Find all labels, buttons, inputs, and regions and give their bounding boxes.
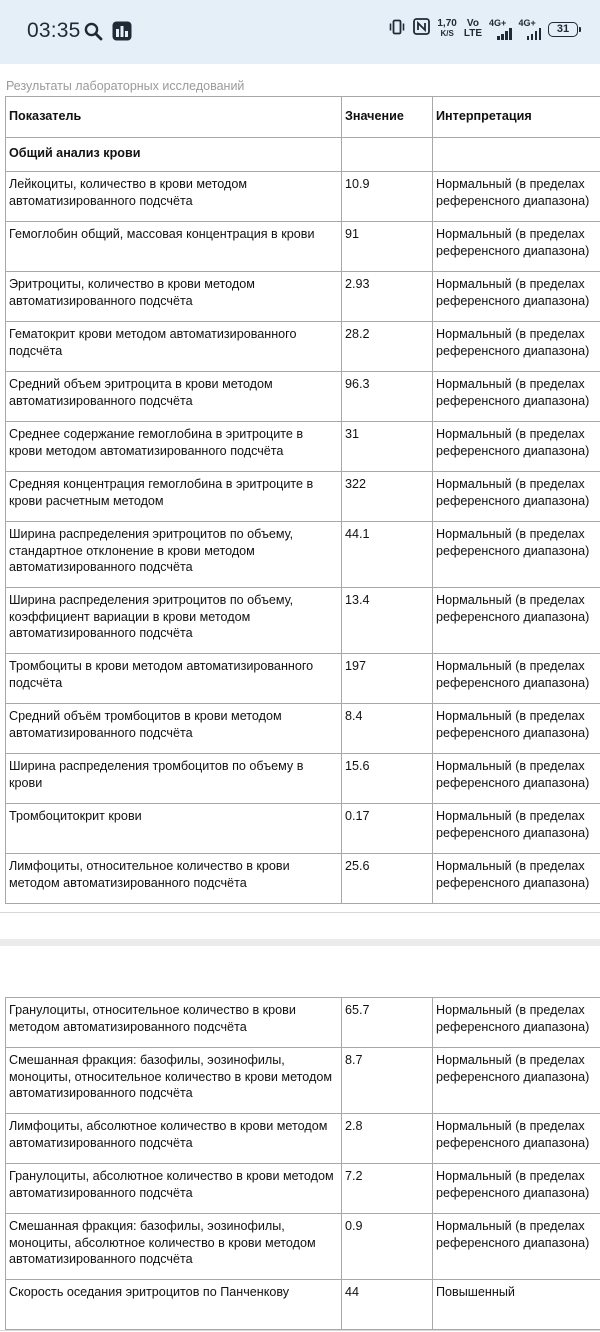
- indicator-cell: Тромбоциты в крови методом автоматизированного подсчёта: [6, 654, 342, 704]
- indicator-cell: Средний объем эритроцита в крови методом автоматизированного подсчёта: [6, 372, 342, 422]
- value-cell: 7.2: [342, 1164, 433, 1214]
- table-row: [6, 222, 600, 272]
- indicator-cell: Гранулоциты, относительное количество в крови методом автоматизированного подсчёта: [6, 998, 342, 1048]
- value-cell: 44.1: [342, 522, 433, 588]
- status-time: 03:35: [27, 19, 81, 42]
- value-cell: 8.4: [342, 704, 433, 754]
- page-divider: [0, 912, 600, 913]
- value-cell: 96.3: [342, 372, 433, 422]
- signal-icon: 4G+: [489, 19, 512, 40]
- indicator-cell: Лейкоциты, количество в крови методом автоматизированного подсчёта: [6, 172, 342, 222]
- value-cell: 91: [342, 222, 433, 272]
- network-rate: 1,70 K/S: [437, 18, 457, 38]
- interpretation-cell: Нормальный (в пределах референсного диапазона): [433, 272, 600, 322]
- volte-indicator: Vo LTE: [463, 18, 482, 39]
- table-row: [6, 272, 600, 322]
- search-icon: [84, 22, 103, 46]
- interpretation-cell: Нормальный (в пределах референсного диапазона): [433, 1164, 600, 1214]
- value-cell: 44: [342, 1280, 433, 1330]
- value-cell: 0.9: [342, 1214, 433, 1280]
- page-divider: [0, 1330, 600, 1331]
- interpretation-cell: Нормальный (в пределах референсного диапазона): [433, 754, 600, 804]
- page-separator: [0, 939, 600, 946]
- table-row: [6, 1048, 600, 1114]
- value-cell: 25.6: [342, 854, 433, 904]
- interpretation-cell: Нормальный (в пределах референсного диапазона): [433, 854, 600, 904]
- table-row: [6, 704, 600, 754]
- interpretation-cell: Повышенный: [433, 1280, 600, 1330]
- column-header-value: Значение: [342, 97, 433, 138]
- nfc-icon: [413, 18, 430, 40]
- table-row: [6, 1164, 600, 1214]
- indicator-cell: Ширина распределения эритроцитов по объему, коэффициент вариации в крови методом автоматизированного подсчёта: [6, 588, 342, 654]
- interpretation-cell: Нормальный (в пределах референсного диапазона): [433, 1048, 600, 1114]
- vibrate-icon: [388, 19, 406, 40]
- table-row: [6, 522, 600, 588]
- table-row: [6, 372, 600, 422]
- table-caption: Результаты лабораторных исследований: [6, 79, 245, 93]
- table-row: [6, 754, 600, 804]
- indicator-cell: Гемоглобин общий, массовая концентрация в крови: [6, 222, 342, 272]
- column-header-indicator: Показатель: [6, 97, 342, 138]
- table-header-row: [6, 97, 600, 138]
- interpretation-cell: Нормальный (в пределах референсного диапазона): [433, 522, 600, 588]
- indicator-cell: Лимфоциты, относительное количество в крови методом автоматизированного подсчёта: [6, 854, 342, 904]
- indicator-cell: Лимфоциты, абсолютное количество в крови методом автоматизированного подсчёта: [6, 1114, 342, 1164]
- group-title: Общий анализ крови: [6, 138, 342, 172]
- table-row: [6, 1280, 600, 1330]
- table-row: [6, 854, 600, 904]
- table-row: [6, 172, 600, 222]
- interpretation-cell: Нормальный (в пределах референсного диапазона): [433, 1114, 600, 1164]
- table-row: [6, 804, 600, 854]
- table-row: [6, 322, 600, 372]
- indicator-cell: Смешанная фракция: базофилы, эозинофилы, моноциты, относительное количество в крови методом автоматизированного подсчёта: [6, 1048, 342, 1114]
- interpretation-cell: Нормальный (в пределах референсного диапазона): [433, 804, 600, 854]
- value-cell: 322: [342, 472, 433, 522]
- interpretation-cell: Нормальный (в пределах референсного диапазона): [433, 172, 600, 222]
- value-cell: 0.17: [342, 804, 433, 854]
- value-cell: 2.8: [342, 1114, 433, 1164]
- indicator-cell: Среднее содержание гемоглобина в эритроците в крови методом автоматизированного подсчёта: [6, 422, 342, 472]
- indicator-cell: Гематокрит крови методом автоматизированного подсчёта: [6, 322, 342, 372]
- value-cell: 10.9: [342, 172, 433, 222]
- indicator-cell: Ширина распределения тромбоцитов по объему в крови: [6, 754, 342, 804]
- indicator-cell: Средний объём тромбоцитов в крови методом автоматизированного подсчёта: [6, 704, 342, 754]
- indicator-cell: Ширина распределения эритроцитов по объему, стандартное отклонение в крови методом автоматизированного подсчёта: [6, 522, 342, 588]
- table-row: [6, 1114, 600, 1164]
- group-row: [6, 138, 600, 172]
- indicator-cell: Средняя концентрация гемоглобина в эритроците в крови расчетным методом: [6, 472, 342, 522]
- interpretation-cell: Нормальный (в пределах референсного диапазона): [433, 654, 600, 704]
- table-row: [6, 422, 600, 472]
- value-cell: 13.4: [342, 588, 433, 654]
- value-cell: 31: [342, 422, 433, 472]
- interpretation-cell: Нормальный (в пределах референсного диапазона): [433, 372, 600, 422]
- status-bar: [0, 0, 600, 64]
- interpretation-cell: Нормальный (в пределах референсного диапазона): [433, 704, 600, 754]
- interpretation-cell: Нормальный (в пределах референсного диапазона): [433, 322, 600, 372]
- value-cell: 28.2: [342, 322, 433, 372]
- interpretation-cell: Нормальный (в пределах референсного диапазона): [433, 222, 600, 272]
- interpretation-cell: Нормальный (в пределах референсного диапазона): [433, 422, 600, 472]
- lab-results-table: [5, 96, 600, 904]
- interpretation-cell: Нормальный (в пределах референсного диапазона): [433, 1214, 600, 1280]
- value-cell: 65.7: [342, 998, 433, 1048]
- value-cell: 15.6: [342, 754, 433, 804]
- table-row: [6, 998, 600, 1048]
- lab-results-table-continued: [5, 997, 600, 1330]
- value-cell: 2.93: [342, 272, 433, 322]
- value-cell: 197: [342, 654, 433, 704]
- interpretation-cell: Нормальный (в пределах референсного диапазона): [433, 472, 600, 522]
- table-row: [6, 588, 600, 654]
- interpretation-cell: Нормальный (в пределах референсного диапазона): [433, 998, 600, 1048]
- indicator-cell: Смешанная фракция: базофилы, эозинофилы, моноциты, абсолютное количество в крови методом автоматизированного подсчёта: [6, 1214, 342, 1280]
- table-row: [6, 472, 600, 522]
- battery-icon: 31: [548, 22, 578, 37]
- indicator-cell: Эритроциты, количество в крови методом автоматизированного подсчёта: [6, 272, 342, 322]
- interpretation-cell: Нормальный (в пределах референсного диапазона): [433, 588, 600, 654]
- indicator-cell: Тромбоцитокрит крови: [6, 804, 342, 854]
- app-notification-icon: [112, 21, 132, 46]
- value-cell: 8.7: [342, 1048, 433, 1114]
- table-row: [6, 1214, 600, 1280]
- table-row: [6, 654, 600, 704]
- signal-icon: 4G+: [519, 19, 542, 40]
- indicator-cell: Гранулоциты, абсолютное количество в крови методом автоматизированного подсчёта: [6, 1164, 342, 1214]
- indicator-cell: Скорость оседания эритроцитов по Панченкову: [6, 1280, 342, 1330]
- column-header-interpretation: Интерпретация: [433, 97, 600, 138]
